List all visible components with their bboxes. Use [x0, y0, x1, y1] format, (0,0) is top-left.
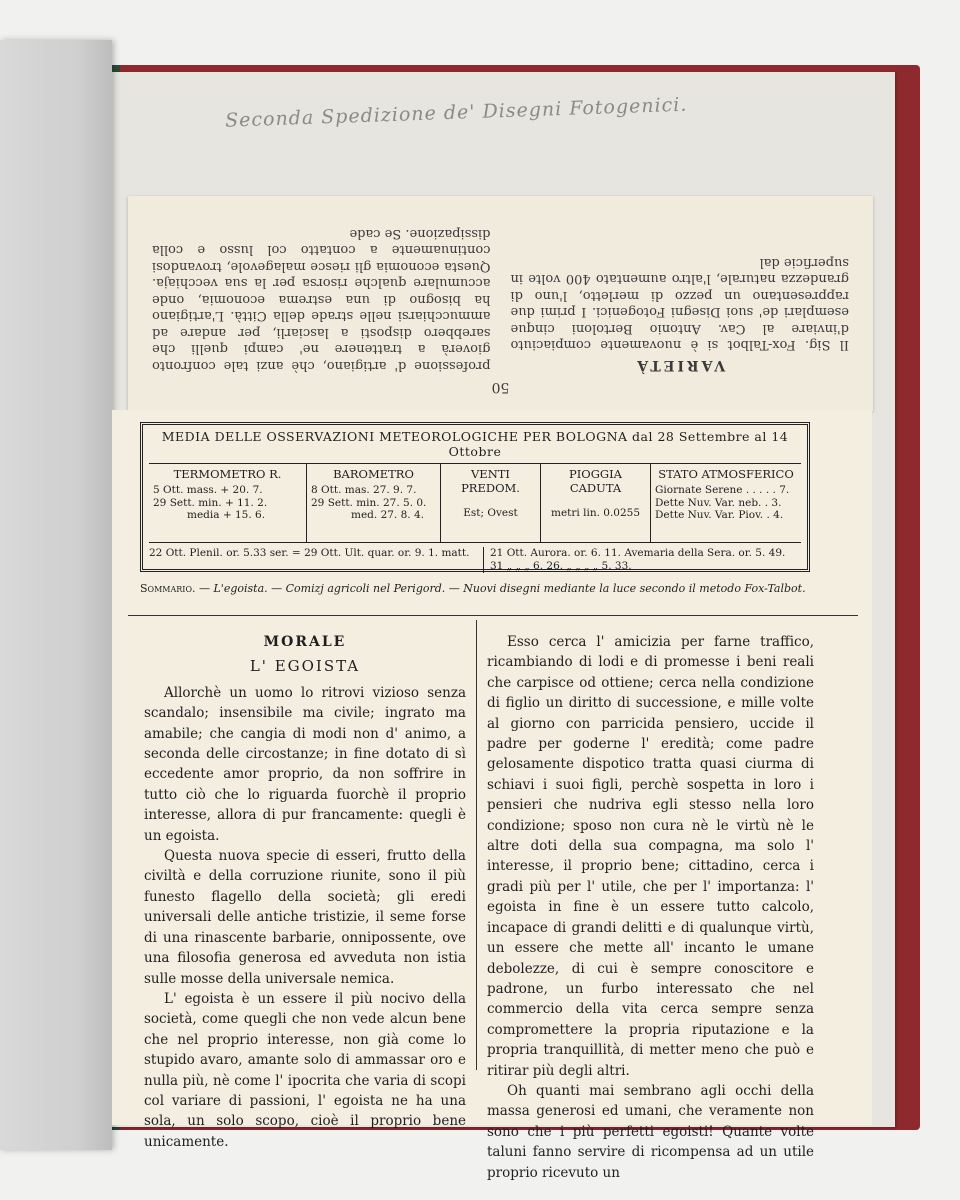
- meteo-pioggia: PIOGGIA CADUTA metri lin. 0.0255: [541, 464, 651, 542]
- column-divider: [476, 620, 477, 1070]
- meteo-termometro: TERMOMETRO R. 5 Ott. mass. + 20. 7. 29 Sett. min. + 11. 2. media + 15. 6.: [149, 464, 307, 542]
- article-paragraph: Esso cerca l' amicizia per farne traffico, ricambiando di lodi e di promesse i beni reali che carpisce od ottiene; cerca nella condizione di figlio un diritto di successione, e mille volte al giorno con parricida pensiero, uccide il padre per goderne l' eredità; come padre gelosamente dispotico tratta quasi ciurma di schiavi i suoi figli, perchè sospetta in loro i pensieri che nudriva egli stesso nella loro condizione; sposo non cura nè le virtù nè le altre doti della sua compagna, ma solo l' interesse, il proprio bene; cittadino, cerca i gradi più per l' utile, che per l' importanza: l' egoista in fine è un essere tutto calcolo, incapace di grandi delitti e di qualunque virtù, un essere che mette all' incanto le umane debolezze, di cui è sempre conoscitore e padrone, un furbo interessato che nel commercio della vita cerca sempre senza compromettere la propria riputazione e la propria tranquillità, di metter meno che può e ritirar più degli altri.: [487, 634, 814, 1079]
- article-left-column: [144, 632, 466, 1152]
- summary-label: Sommario.: [140, 582, 196, 595]
- meteorological-table: [140, 422, 810, 572]
- handwritten-title: Seconda Spedizione de' Disegni Fotogenici.: [224, 93, 688, 132]
- article-paragraph: Questa nuova specie di esseri, frutto della civiltà e della corruzione riunite, sono il più funesto flagello della società; gli eredi universali delle antiche tristizie, il seme forse di una rinascente barbarie, onnipossente, ove una filosofia generosa ed avveduta non istia sulle mosse della universale nemica.: [144, 848, 466, 987]
- summary-line: [140, 582, 830, 595]
- flipped-clipping: [128, 196, 873, 411]
- section-heading: MORALE: [263, 634, 347, 650]
- article-paragraph: L' egoista è un essere il più nocivo della società, come quegli che non vede alcun bene che nel proprio interesse, non già come lo stupido avaro, amante solo di ammassar oro e nulla più, nè come l' ipocrita che varia di scopi col variare di passioni, l' egoista ne ha una sola, un solo scopo, cioè il proprio bene unicamente.: [144, 990, 466, 1150]
- article-title: L' EGOISTA: [249, 657, 361, 676]
- meteo-astro-row: [149, 543, 801, 573]
- clipping-right-column: professione d' artigiano, chè anzi tale confronto gioverà a trattenere ne' campi quelli che sarebbero disposti a lasciarli, per andare ad ammucchiarsi nelle strade della Città. L'artigiano ha bisogno di una estrema economia, onde accumulare qualche risorsa per la sua vecchiaja. Questa economia gli riesce malagevole, trovandosi continuamente a contatto col lusso e colla dissipazione. Se cade: [152, 226, 491, 373]
- article-paragraph: Allorchè un uomo lo ritrovi vizioso senza scandalo; insensibile ma civile; ingrato ma amabile; che cangia di modi non d' animo, a seconda delle circostanze; in fine dotato di sì eccedente amor proprio, da non soffrire in tutto ciò che lo riguarda fuorchè il proprio interesse, allora di pur francamente: quegli è un egoista.: [144, 684, 466, 844]
- clipping-heading: VARIETÀ: [634, 357, 726, 373]
- meteo-aurora: 21 Ott. Aurora. or. 6. 11. Avemaria della Sera. or. 5. 49. 31 „ „ „ 6. 26. „ „ „ „ 5. 33.: [490, 547, 786, 572]
- summary-text: — L'egoista. — Comizj agricoli nel Perigord. — Nuovi disegni mediante la luce secondo il metodo Fox-Talbot.: [199, 582, 806, 595]
- clipping-left-column: [511, 225, 850, 374]
- clipping-right-text: Il Sig. Fox-Talbot si è nuovamente compiaciuto d'inviare al Cav. Antonio Bertoloni cinque esemplari de' suoi Disegni Fotogenici. I primi due rappresentano un pezzo di merletto, l'uno di grandezza naturale, l'altro aumentato 400 volte in superficie dal: [510, 255, 849, 353]
- section-rule: [128, 615, 858, 616]
- facing-left-page: [0, 40, 112, 1150]
- meteo-venti: VENTI PREDOM. Est; Ovest: [441, 464, 541, 542]
- article-paragraph: Oh quanti mai sembrano agli occhi della massa generosi ed umani, che veramente non sono che i più perfetti egoisti! Quante volte taluni fanno servire di ricompensa ad un utile proprio ricevuto un: [487, 1082, 814, 1181]
- meteo-title: MEDIA DELLE OSSERVAZIONI METEOROLOGICHE PER BOLOGNA dal 28 Settembre al 14 Ottobre: [149, 429, 801, 464]
- newspaper-page: [112, 410, 872, 1181]
- meteo-data-row: [149, 464, 801, 543]
- clipping-page-number: 50: [491, 379, 510, 395]
- meteo-barometro: BAROMETRO 8 Ott. mas. 27. 9. 7. 29 Sett. min. 27. 5. 0. med. 27. 8. 4.: [307, 464, 441, 542]
- article-right-column: [487, 632, 814, 1183]
- flipped-clipping-content: [128, 196, 873, 411]
- meteo-stato: STATO ATMOSFERICO Giornate Serene . . . . . 7. Dette Nuv. Var. neb. . 3. Dette Nuv. Var. Piov. . 4.: [655, 467, 794, 521]
- meteo-lunar: 22 Ott. Plenil. or. 5.33 ser. = 29 Ott. Ult. quar. or. 9. 1. matt.: [149, 547, 484, 573]
